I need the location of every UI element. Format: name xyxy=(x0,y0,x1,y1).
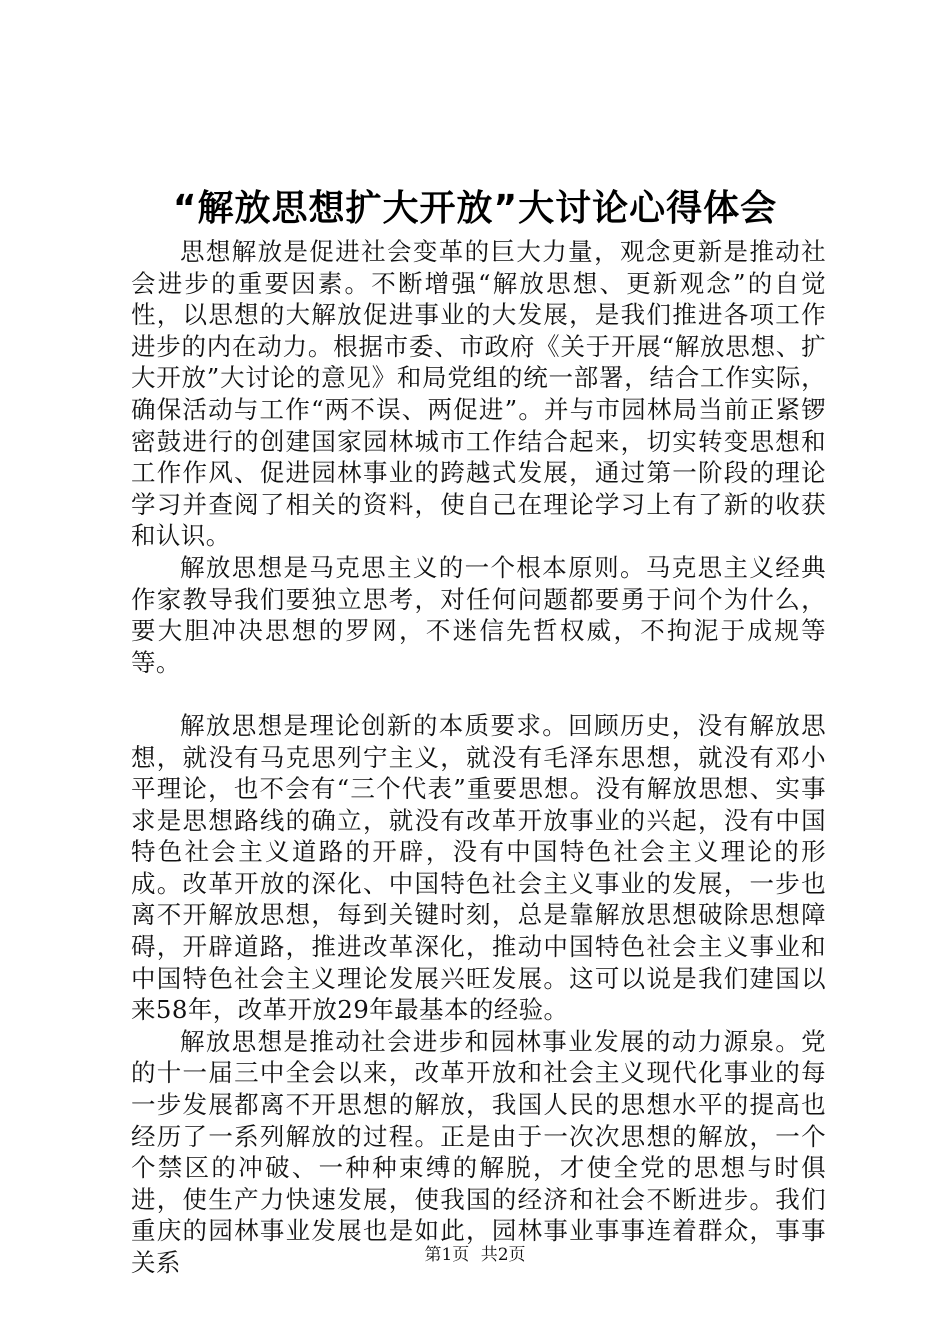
paragraph-driving-force: 解放思想是推动社会进步和园林事业发展的动力源泉。党的十一届三中全会以来，改革开放和社会主义现代化事业的每一步发展都离不开思想的解放，我国人民的思想水平的提高也经历了一系列解放的过程。正是由于一次次思想的解放，一个个禁区的冲破、一种种束缚的解脱，才使全党的思想与时俱进，使生产力快速发展，使我国的经济和社会不断进步。我们重庆的园林事业发展也是如此，园林事业事事连着群众，事事关系 xyxy=(131,1026,826,1277)
paragraph-theory-innovation: 解放思想是理论创新的本质要求。回顾历史，没有解放思想，就没有马克思列宁主义，就没有毛泽东思想，就没有邓小平理论，也不会有“三个代表”重要思想。没有解放思想、实事求是思想路线的确立，就没有改革开放事业的兴起，没有中国特色社会主义道路的开辟，没有中国特色社会主义理论的形成。改革开放的深化、中国特色社会主义事业的发展，一步也离不开解放思想，每到关键时刻，总是靠解放思想破除思想障碍，开辟道路，推进改革深化，推动中国特色社会主义事业和中国特色社会主义理论发展兴旺发展。这可以说是我们建国以来58年，改革开放29年最基本的经验。 xyxy=(131,710,826,1025)
paragraph-intro: 思想解放是促进社会变革的巨大力量，观念更新是推动社会进步的重要因素。不断增强“解放思想、更新观念”的自觉性，以思想的大解放促进事业的大发展，是我们推进各项工作进步的内在动力。根据市委、市政府《关于开展“解放思想、扩大开放”大讨论的意见》和局党组的统一部署，结合工作实际，确保活动与工作“两不误、两促进”。并与市园林局当前正紧锣密鼓进行的创建国家园林城市工作结合起来，切实转变思想和工作作风、促进园林事业的跨越式发展，通过第一阶段的理论学习并查阅了相关的资料，使自己在理论学习上有了新的收获和认识。 xyxy=(131,237,826,551)
document-body xyxy=(131,236,826,1279)
page-number-total: 共2页 xyxy=(480,1245,526,1265)
page-number-current: 第1页 xyxy=(424,1245,470,1265)
paragraph-marxism-principle: 解放思想是马克思主义的一个根本原则。马克思主义经典作家教导我们要独立思考，对任何问题都要勇于问个为什么，要大胆冲决思想的罗网，不迷信先哲权威，不拘泥于成规等等。 xyxy=(131,552,826,677)
page-footer xyxy=(0,1243,950,1267)
paragraph-gap xyxy=(131,678,826,710)
document-title: “解放思想扩大开放”大讨论心得体会 xyxy=(172,188,778,229)
